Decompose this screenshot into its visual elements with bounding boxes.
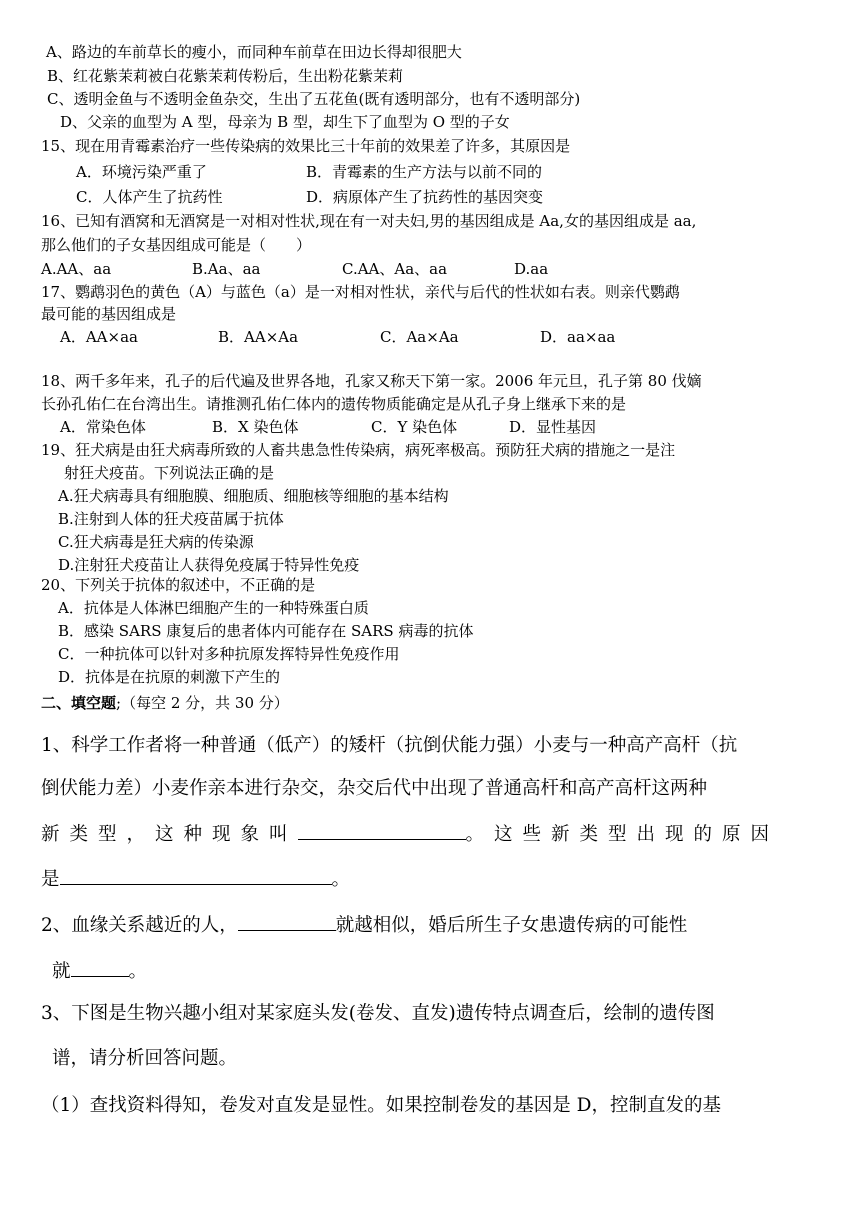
fill2-line1-text-a: 2、血缘关系越近的人， <box>41 915 238 936</box>
q15-stem: 15、现在用青霉素治疗一些传染病的效果比三十年前的效果差了许多，其原因是 <box>41 137 571 155</box>
q18-option-d: D．显性基因 <box>509 418 597 436</box>
section-heading <box>41 693 289 713</box>
fill2-blank-2[interactable] <box>71 958 129 977</box>
fill2-line1-text-b: 就越相似，婚后所生子女患遗传病的可能性 <box>335 915 688 936</box>
q16-option-b: B.Aa、aa <box>192 260 261 278</box>
q15-option-d: D．病原体产生了抗药性的基因突变 <box>306 188 544 206</box>
q19-option-b: B.注射到人体的狂犬疫苗属于抗体 <box>58 510 284 528</box>
q17-option-a: A．AA×aa <box>60 328 138 346</box>
q16-option-a: A.AA、aa <box>41 260 112 278</box>
q18-option-a: A．常染色体 <box>60 418 146 436</box>
q16-stem-line1: 16、已知有酒窝和无酒窝是一对相对性状,现在有一对夫妇,男的基因组成是 Aa,女的基因组成是 aa, <box>41 212 697 230</box>
q15-option-c: C．人体产生了抗药性 <box>76 188 223 206</box>
fill1-blank-2[interactable] <box>60 866 332 885</box>
fill2-line2-text-b: 。 <box>128 961 148 982</box>
q14-option-b: B、红花紫茉莉被白花紫茉莉传粉后，生出粉花紫茉莉 <box>47 67 404 85</box>
q20-option-c: C．一种抗体可以针对多种抗原发挥特异性免疫作用 <box>58 645 400 663</box>
q14-option-d: D、父亲的血型为 A 型，母亲为 B 型，却生下了血型为 O 型的子女 <box>60 113 510 131</box>
q15-option-a: A．环境污染严重了 <box>76 163 207 181</box>
q19-stem-line2: 射狂犬疫苗。下列说法正确的是 <box>64 464 275 482</box>
q17-stem-line1: 17、鹦鹉羽色的黄色（A）与蓝色（a）是一对相对性状，亲代与后代的性状如右表。则亲代鹦鹉 <box>41 283 680 301</box>
q15-option-b: B．青霉素的生产方法与以前不同的 <box>306 163 543 181</box>
q16-option-d: D.aa <box>514 260 549 278</box>
fill1-blank-1[interactable] <box>298 821 466 840</box>
q20-stem: 20、下列关于抗体的叙述中，不正确的是 <box>41 576 316 594</box>
q19-stem-line1: 19、狂犬病是由狂犬病毒所致的人畜共患急性传染病，病死率极高。预防狂犬病的措施之一是注 <box>41 441 676 459</box>
fill2-line2 <box>52 958 147 985</box>
q14-option-a: A、路边的车前草长的瘦小，而同种车前草在田边长得却很肥大 <box>46 43 462 61</box>
q20-option-b: B．感染 SARS 康复后的患者体内可能存在 SARS 病毒的抗体 <box>58 622 474 640</box>
q17-option-d: D．aa×aa <box>540 328 616 346</box>
q18-option-c: C．Y 染色体 <box>371 418 458 436</box>
fill2-line1 <box>41 912 687 939</box>
q18-stem-line1: 18、两千多年来，孔子的后代遍及世界各地，孔家又称天下第一家。2006 年元旦，孔子第 80 伐嫡 <box>41 372 702 390</box>
q16-stem-line2: 那么他们的子女基因组成可能是（ ） <box>41 236 312 254</box>
q20-option-a: A．抗体是人体淋巴细胞产生的一种特殊蛋白质 <box>58 599 369 617</box>
fill1-line2: 倒伏能力差）小麦作亲本进行杂交，杂交后代中出现了普通高杆和高产高杆这两种 <box>41 778 708 799</box>
fill1-line4 <box>41 866 350 893</box>
fill1-line3-text-b: 。这些新类型出现的原因 <box>465 824 780 845</box>
fill1-line4-text-a: 是 <box>41 869 60 890</box>
fill1-line1: 1、科学工作者将一种普通（低产）的矮杆（抗倒伏能力强）小麦与一种高产高杆（抗 <box>41 735 738 756</box>
fill1-line4-text-b: 。 <box>331 869 351 890</box>
fill3-line2: 谱，请分析回答问题。 <box>52 1048 238 1069</box>
fill2-line2-text-a: 就 <box>52 961 71 982</box>
q19-option-c: C.狂犬病毒是狂犬病的传染源 <box>58 533 254 551</box>
q20-option-d: D．抗体是在抗原的刺激下产生的 <box>58 668 281 686</box>
q19-option-d: D.注射狂犬疫苗让人获得免疫属于特异性免疫 <box>58 556 360 574</box>
q14-option-c: C、透明金鱼与不透明金鱼杂交，生出了五花鱼(既有透明部分，也有不透明部分) <box>47 90 581 108</box>
q17-option-c: C．Aa×Aa <box>380 328 459 346</box>
fill3-line1: 3、下图是生物兴趣小组对某家庭头发(卷发、直发)遗传特点调查后，绘制的遗传图 <box>41 1003 715 1024</box>
q18-stem-line2: 长孙孔佑仁在台湾出生。请推测孔佑仁体内的遗传物质能确定是从孔子身上继承下来的是 <box>41 395 627 413</box>
q18-option-b: B．X 染色体 <box>212 418 299 436</box>
q19-option-a: A.狂犬病毒具有细胞膜、细胞质、细胞核等细胞的基本结构 <box>58 487 449 505</box>
section-title: 二、填空题 <box>41 694 117 712</box>
q17-option-b: B．AA×Aa <box>218 328 299 346</box>
q16-option-c: C.AA、Aa、aa <box>342 260 448 278</box>
section-scoring-note: ;（每空 2 分，共 30 分） <box>116 694 289 712</box>
fill3-line3: （1）查找资料得知，卷发对直发是显性。如果控制卷发的基因是 D，控制直发的基 <box>41 1095 721 1116</box>
fill2-blank-1[interactable] <box>238 912 336 931</box>
fill1-line3 <box>41 821 779 848</box>
fill1-line3-text-a: 新类型，这种现象叫 <box>41 824 298 845</box>
q17-stem-line2: 最可能的基因组成是 <box>41 305 177 323</box>
